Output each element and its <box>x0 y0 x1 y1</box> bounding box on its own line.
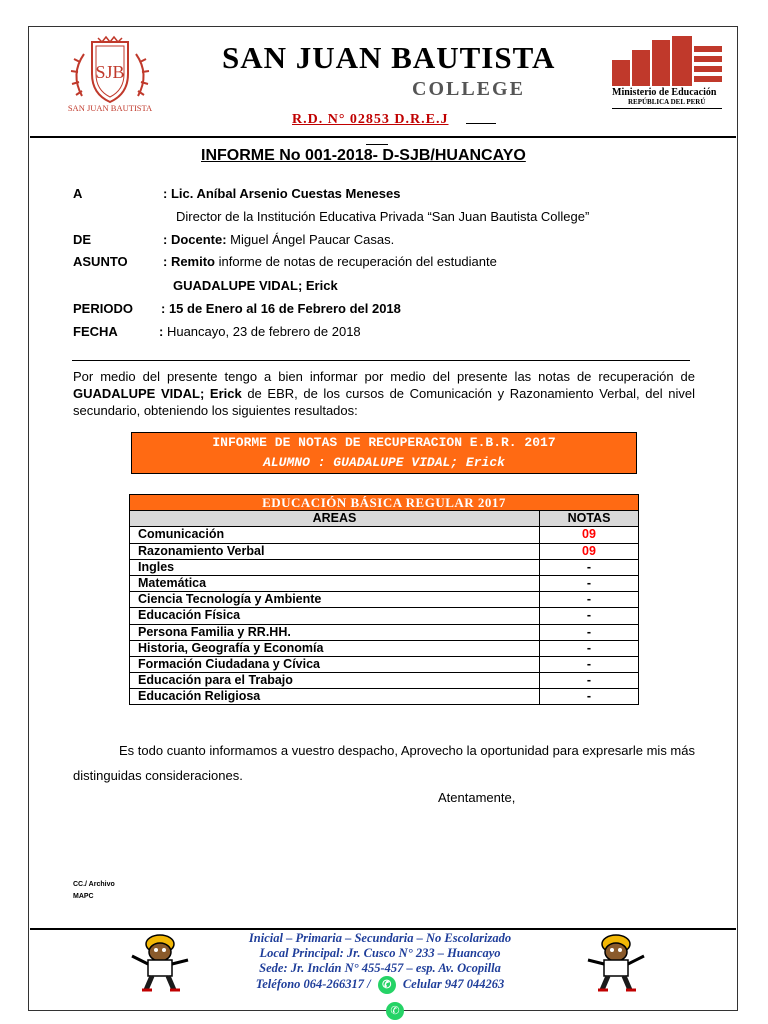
rd-underline-2 <box>366 144 388 145</box>
intro-paragraph <box>73 368 695 419</box>
footer-main-address: Local Principal: Jr. Cusco N° 233 – Huancayo <box>259 946 501 960</box>
field-asunto-value: informe de notas de recuperación del estudiante <box>215 254 497 269</box>
grade-nota: - <box>540 656 639 672</box>
cc-line-2: MAPC <box>73 893 94 900</box>
grade-nota: - <box>540 608 639 624</box>
col-notas-header: NOTAS <box>540 511 639 527</box>
field-a-value-2: Director de la Institución Educativa Privada “San Juan Bautista College” <box>176 209 590 224</box>
grade-area: Persona Familia y RR.HH. <box>130 624 540 640</box>
grade-nota: - <box>540 559 639 575</box>
whatsapp-icon-bottom: ✆ <box>386 1002 404 1020</box>
intro-text-2: de EBR, de los cursos de Comunicación y Razonamiento Verbal, del nivel secundario, obteniendo los siguientes resultados: <box>73 386 695 418</box>
grades-banner: EDUCACIÓN BÁSICA REGULAR 2017 <box>130 495 639 511</box>
grade-area: Educación Religiosa <box>130 689 540 705</box>
crest-caption: SAN JUAN BAUTISTA <box>67 103 153 113</box>
field-de-prefix: : Docente: <box>163 232 227 247</box>
cc-line-1: CC./ Archivo <box>73 881 115 888</box>
school-name: SAN JUAN BAUTISTA <box>222 40 556 75</box>
ministry-logo <box>612 36 722 86</box>
grade-row <box>130 575 639 591</box>
field-periodo-value: : 15 de Enero al 16 de Febrero del 2018 <box>161 301 401 316</box>
report-banner-line-2: ALUMNO : GUADALUPE VIDAL; Erick <box>263 455 505 470</box>
cc-block <box>73 879 115 903</box>
signoff: Atentamente, <box>438 790 516 805</box>
field-fecha <box>159 324 361 339</box>
school-crest-logo <box>62 34 158 120</box>
header-rule <box>30 136 736 138</box>
ministry-name: Ministerio de Educación <box>612 87 717 98</box>
grade-row <box>130 673 639 689</box>
grade-area: Educación para el Trabajo <box>130 673 540 689</box>
grade-nota: 09 <box>540 527 639 543</box>
field-de-value: Miguel Ángel Paucar Casas. <box>226 232 395 247</box>
crest-initials: SJB <box>95 62 125 82</box>
field-asunto <box>163 254 497 269</box>
footer-levels: Inicial – Primaria – Secundaria – No Escolarizado <box>248 931 512 945</box>
grade-area: Historia, Geografía y Economía <box>130 640 540 656</box>
grade-nota: - <box>540 689 639 705</box>
col-areas-header: AREAS <box>130 511 540 527</box>
grade-row <box>130 689 639 705</box>
intro-student-name: GUADALUPE VIDAL; Erick <box>73 386 242 401</box>
grade-nota: - <box>540 673 639 689</box>
grade-area: Comunicación <box>130 527 540 543</box>
report-banner <box>131 432 637 474</box>
grade-nota: - <box>540 624 639 640</box>
grade-nota: - <box>540 640 639 656</box>
grade-row <box>130 592 639 608</box>
whatsapp-icon: ✆ <box>378 976 396 994</box>
rd-underline <box>466 123 496 124</box>
grade-row <box>130 543 639 559</box>
grade-area: Razonamiento Verbal <box>130 543 540 559</box>
field-asunto-student: GUADALUPE VIDAL; Erick <box>173 278 338 293</box>
grade-row <box>130 608 639 624</box>
intro-text-1: Por medio del presente tengo a bien informar por medio del presente las notas de recuperación de <box>73 369 695 384</box>
footer-contact <box>190 931 570 994</box>
grade-row <box>130 656 639 672</box>
grade-row <box>130 640 639 656</box>
field-fecha-colon: : <box>159 324 164 339</box>
grade-area: Ingles <box>130 559 540 575</box>
mascot-right-image <box>580 930 652 992</box>
grade-nota: - <box>540 575 639 591</box>
footer-branch-address: Sede: Jr. Inclán N° 455-457 – esp. Av. Ocopilla <box>259 961 501 975</box>
field-asunto-prefix: : Remito <box>163 254 215 269</box>
report-title: INFORME No 001-2018- D-SJB/HUANCAYO <box>201 147 526 164</box>
grade-area: Matemática <box>130 575 540 591</box>
grade-row <box>130 559 639 575</box>
field-de <box>163 232 394 247</box>
grade-area: Formación Ciudadana y Cívica <box>130 656 540 672</box>
field-fecha-value: Huancayo, 23 de febrero de 2018 <box>163 324 361 339</box>
grades-header-row <box>130 511 639 527</box>
grade-row <box>130 624 639 640</box>
footer-phone: Teléfono 064-266317 / <box>255 976 371 991</box>
mascot-left-image <box>124 930 196 992</box>
field-de-label: DE <box>73 232 92 247</box>
field-a-value: : Lic. Aníbal Arsenio Cuestas Meneses <box>163 186 401 201</box>
grade-area: Ciencia Tecnología y Ambiente <box>130 592 540 608</box>
field-a-label: A <box>73 186 83 201</box>
footer-phones <box>190 976 570 994</box>
resolution-number: R.D. N° 02853 D.R.E.J <box>292 112 449 127</box>
ministry-subtitle: REPÚBLICA DEL PERÚ <box>628 98 706 106</box>
grade-nota: - <box>540 592 639 608</box>
closing-text: Es todo cuanto informamos a vuestro despacho, Aprovecho la oportunidad para expresarle mis más distinguidas consideraciones. <box>73 743 695 783</box>
field-asunto-label: ASUNTO <box>73 254 128 269</box>
field-periodo-label: PERIODO <box>73 301 133 316</box>
grade-area: Educación Física <box>130 608 540 624</box>
report-banner-line-1: INFORME DE NOTAS DE RECUPERACION E.B.R. 2017 <box>212 435 556 450</box>
grades-table <box>129 494 639 705</box>
field-fecha-label: FECHA <box>73 324 118 339</box>
footer-cell: Celular 947 044263 <box>402 976 505 991</box>
grade-nota: 09 <box>540 543 639 559</box>
closing-paragraph <box>73 738 695 788</box>
school-subtitle: COLLEGE <box>412 78 525 100</box>
separator-line <box>72 360 690 361</box>
ministry-underline <box>612 108 722 109</box>
grade-row <box>130 527 639 543</box>
